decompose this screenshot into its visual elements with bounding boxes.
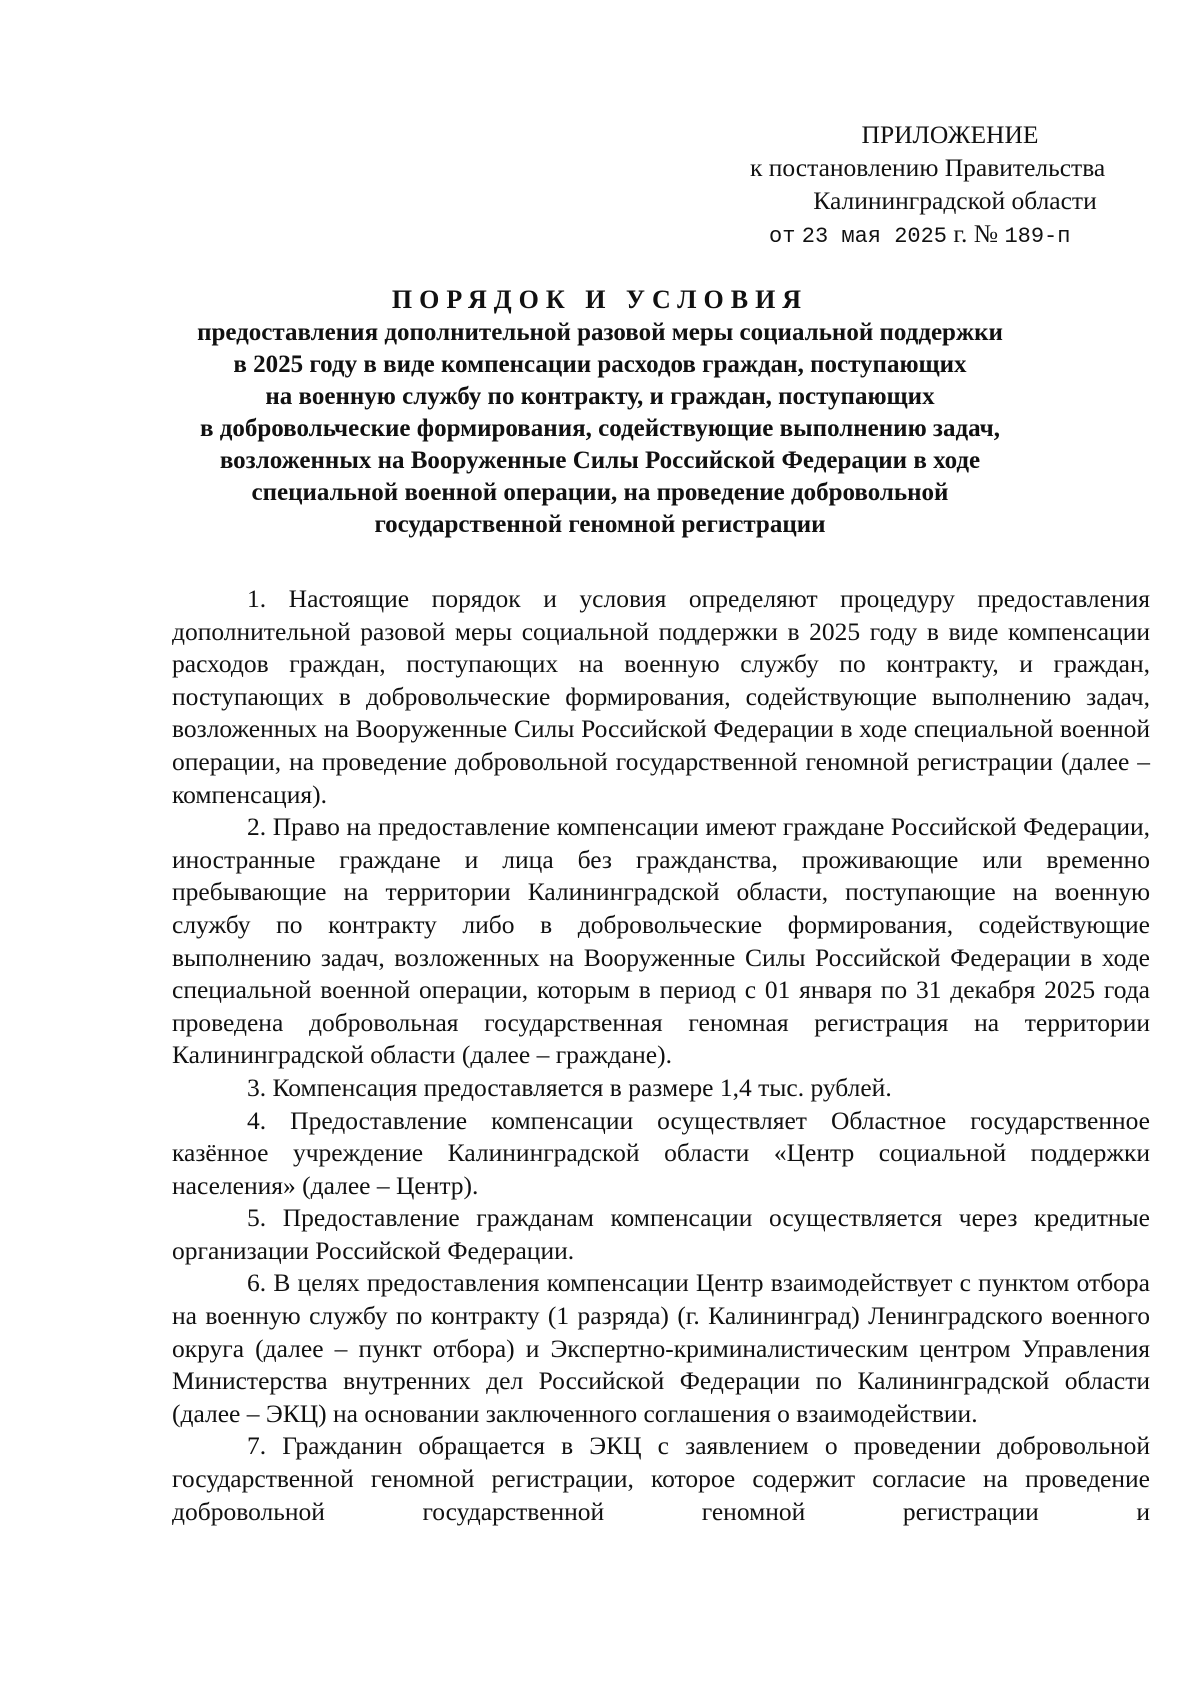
document-subtitle-line: в 2025 году в виде компенсации расходов граждан, поступающих bbox=[233, 351, 967, 378]
appendix-date-mid: г. № bbox=[953, 219, 999, 248]
document-subtitle-line: предоставления дополнительной разовой меры социальной поддержки bbox=[197, 319, 1003, 346]
document-subtitle-line: на военную службу по контракту, и граждан, поступающих bbox=[265, 383, 935, 410]
appendix-date-line bbox=[740, 217, 1130, 253]
document-subtitle-line: в добровольческие формирования, содействующие выполнению задач, bbox=[200, 415, 1000, 442]
document-subtitle-line: возложенных на Вооруженные Силы Российской Федерации в ходе bbox=[219, 447, 981, 474]
appendix-date-prefix: от bbox=[769, 224, 796, 249]
document-title-block bbox=[130, 283, 1070, 541]
document-body bbox=[172, 583, 1150, 1528]
appendix-resolution-line: к постановлению Правительства bbox=[750, 153, 1106, 182]
paragraph-5: 5. Предоставление гражданам компенсации осуществляется через кредитные организации Российской Федерации. bbox=[172, 1203, 1150, 1265]
paragraph-6: 6. В целях предоставления компенсации Центр взаимодействует с пунктом отбора на военную службу по контракту (1 разряда) (г. Калининград) Ленинградского военного округа (далее – пункт отбора) и Экспертно-криминалистическим центром Управления Министерства внутренних дел Российской Федерации по Калининградской области (далее – ЭКЦ) на основании заключенного соглашения о взаимодействии. bbox=[172, 1268, 1150, 1428]
appendix-block bbox=[740, 118, 1130, 253]
paragraph-2: 2. Право на предоставление компенсации имеют граждане Российской Федерации, иностранные граждане и лица без гражданства, проживающие или временно пребывающие на территории Калининградской области, поступающие на военную службу по контракту либо в добровольческие формирования, содействующие выполнению задач, возложенных на Вооруженные Силы Российской Федерации в ходе специальной военной операции, которым в период с 01 января по 31 декабря 2025 года проведена добровольная государственная геномная регистрация на территории Калининградской области (далее – граждане). bbox=[172, 812, 1150, 1070]
paragraph-3: 3. Компенсация предоставляется в размере 1,4 тыс. рублей. bbox=[247, 1072, 892, 1102]
appendix-date-value: 23 мая 2025 bbox=[801, 224, 948, 249]
appendix-region-line: Калининградской области bbox=[813, 186, 1097, 215]
document-subtitle-line: государственной геномной регистрации bbox=[374, 511, 826, 538]
document-subtitle-line: специальной военной операции, на проведение добровольной bbox=[251, 479, 949, 506]
appendix-number-value: 189-п bbox=[1004, 224, 1071, 249]
paragraph-4: 4. Предоставление компенсации осуществляет Областное государственное казённое учреждение Калининградской области «Центр социальной поддержки населения» (далее – Центр). bbox=[172, 1105, 1150, 1200]
paragraph-1: 1. Настоящие порядок и условия определяют процедуру предоставления дополнительной разовой меры социальной поддержки в 2025 году в виде компенсации расходов граждан, поступающих на военную службу по контракту, и граждан, поступающих в добровольческие формирования, содействующие выполнению задач, возложенных на Вооруженные Силы Российской Федерации в ходе специальной военной операции, на проведение добровольной государственной геномной регистрации (далее – компенсация). bbox=[172, 584, 1150, 809]
document-title: ПОРЯДОК И УСЛОВИЯ bbox=[391, 285, 809, 314]
paragraph-7: 7. Гражданин обращается в ЭКЦ с заявлением о проведении добровольной государственной геномной регистрации, которое содержит согласие на проведение добровольной государственной геномной регистрации и bbox=[172, 1431, 1150, 1526]
appendix-title: ПРИЛОЖЕНИЕ bbox=[861, 120, 1039, 149]
